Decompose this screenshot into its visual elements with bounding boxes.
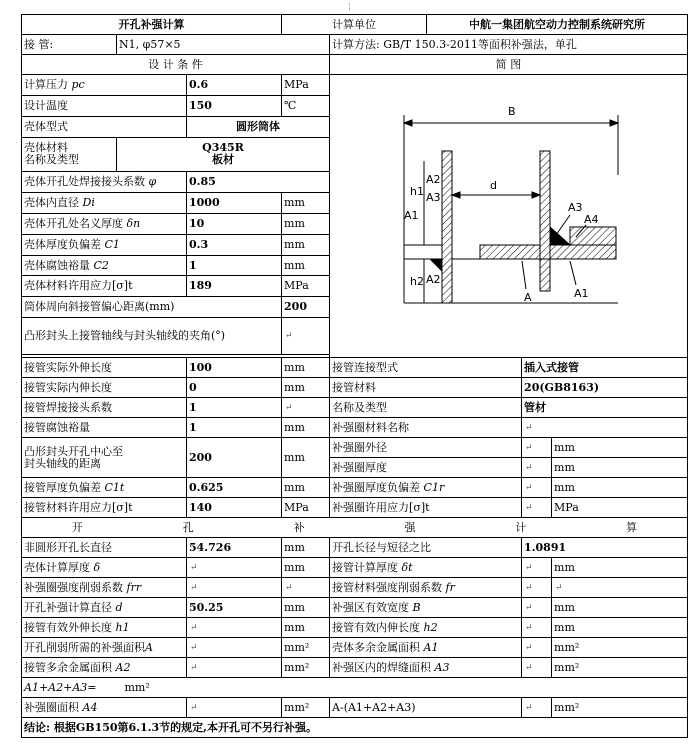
calc-pressure-value: 0.6 [187,75,282,96]
shell-neg-dev-label: 壳体厚度负偏差 C1 [22,234,187,255]
oblique-offset-value: 200 [282,297,330,318]
shell-corrosion-value: 1 [187,255,282,276]
leader-a [522,261,526,289]
shell-material-value: Q345R 板材 [117,137,330,171]
nozzle-spec: N1, φ57×5 [117,35,330,55]
shell-excess-label: 壳体多余金属面积 A1 [330,638,522,658]
shell-neg-dev-value: 0.3 [187,234,282,255]
nozzle-stress-label: 接管材料许用应力[σ]t [22,498,187,518]
shell-stress-label: 壳体材料许用应力[σ]t [22,276,187,297]
arrow-b-left [404,120,412,126]
arrow-d-right [532,192,540,198]
pad-area-label: 补强圈面积 A4 [22,698,187,718]
nozzle-out-len-label: 接管实际外伸长度 [22,358,187,378]
nozzle-excess-label: 接管多余金属面积 A2 [22,658,187,678]
conclusion: 结论: 根据GB150第6.1.3节的规定,本开孔可不另行补强。 [22,718,688,738]
nozzle-out-len-unit: mm [282,358,330,378]
convex-angle-value: ↵ [282,318,330,355]
label-a: A [524,291,532,304]
nozzle-corrosion-label: 接管腐蚀裕量 [22,418,187,438]
pad-thk-value: ↵ [522,458,552,478]
label-a3-left: A3 [426,191,441,204]
shell-calc-thk-value: ↵ [187,558,282,578]
nozzle-type-value: 管材 [522,398,688,418]
pad-stress-value: ↵ [522,498,552,518]
label-a4: A4 [584,213,599,226]
shell-nominal-thk-unit: mm [282,213,330,234]
reinforcement-sheet [21,14,687,738]
title-char: 强 [404,520,416,534]
label-a2-top: A2 [426,173,441,186]
nozzle-weld-coef-unit: ↵ [282,398,330,418]
shell-weld-coef-label: 壳体开孔处焊接接头系数 φ [22,172,187,193]
diff-value: ↵ [522,698,552,718]
shell-corrosion-label: 壳体腐蚀裕量 C2 [22,255,187,276]
ratio-label: 开孔长径与短径之比 [330,538,522,558]
in-eff-h-value: ↵ [522,618,552,638]
calc-table [21,14,688,738]
weld-left [430,259,442,271]
area-sum-row: A1+A2+A3= mm² [22,678,688,698]
design-temp-label: 设计温度 [22,95,187,116]
shell-nominal-thk-label: 壳体开孔处名义厚度 δn [22,213,187,234]
shell-inner-dia-unit: mm [282,192,330,213]
title-char: 开 [71,520,83,534]
center-dist-unit: mm [282,438,330,478]
arrow-d-left [452,192,460,198]
nozzle-weaken-value: ↵ [522,578,552,598]
nozzle-neg-dev-value: 0.625 [187,478,282,498]
diff-unit: mm² [552,698,688,718]
nozzle-in-len-unit: mm [282,378,330,398]
label-a3-right: A3 [568,201,583,214]
pad-thk-unit: mm [552,458,688,478]
noncirc-len-label: 非圆形开孔长直径 [22,538,187,558]
eff-width-value: ↵ [522,598,552,618]
in-eff-h-unit: mm [552,618,688,638]
shell-stress-unit: MPa [282,276,330,297]
title-char: 计 [515,520,527,534]
required-area-label: 开孔削弱所需的补强面积A [22,638,187,658]
nozzle-corrosion-unit: mm [282,418,330,438]
required-area-unit: mm² [282,638,330,658]
noncirc-len-unit: mm [282,538,330,558]
leader-a1 [570,261,576,285]
weld-area-value: ↵ [522,658,552,678]
nozzle-neg-dev-label: 接管厚度负偏差 C1t [22,478,187,498]
opening-dia-unit: mm [282,598,330,618]
pad-neg-dev-unit: mm [552,478,688,498]
oblique-offset-label: 筒体周向斜接管偏心距离(mm) [22,297,282,318]
nozzle-type-label: 名称及类型 [330,398,522,418]
unit-label: 计算单位 [282,15,427,35]
arrow-b-right [610,120,618,126]
nozzle-stress-value: 140 [187,498,282,518]
pad-area-unit: mm² [282,698,330,718]
center-dist-label: 凸形封头开孔中心至 封头轴线的距离 [22,438,187,478]
shell-plate-right [550,245,616,259]
shell-inner-dia-value: 1000 [187,192,282,213]
pad-weaken-label: 补强圈强度削弱系数 frr [22,578,187,598]
label-h2: h2 [410,275,425,288]
eff-width-unit: mm [552,598,688,618]
page-marker: ¦ [348,2,351,11]
nozzle-calc-thk-unit: mm [552,558,688,578]
design-temp-value: 150 [187,95,282,116]
nozzle-calc-thk-value: ↵ [522,558,552,578]
pad-thk-label: 补强圈厚度 [330,458,522,478]
label-b: B [508,105,516,118]
convex-angle-label: 凸形封头上接管轴线与封头轴线的夹角(°) [22,318,282,355]
diff-label: A-(A1+A2+A3) [330,698,522,718]
pad-weaken-value: ↵ [187,578,282,598]
nozzle-wall-left [442,151,452,303]
sketch-area [330,75,688,358]
shell-calc-thk-unit: mm [282,558,330,578]
label-d: d [490,179,498,192]
opening-calc-title-chars [22,522,687,534]
noncirc-len-value: 54.726 [187,538,282,558]
nozzle-weaken-unit: ↵ [552,578,688,598]
calc-pressure-label: 计算压力 pc [22,75,187,96]
pad-od-unit: mm [552,438,688,458]
shell-excess-value: ↵ [522,638,552,658]
out-eff-h-label: 接管有效外伸长度 h1 [22,618,187,638]
title-char: 算 [626,520,638,534]
pad-area-value: ↵ [187,698,282,718]
nozzle-calc-thk-label: 接管计算厚度 δt [330,558,522,578]
pad-weaken-unit: ↵ [282,578,330,598]
out-eff-h-value: ↵ [187,618,282,638]
shell-type-value: 圆形筒体 [187,116,330,137]
design-conditions-title: 设 计 条 件 [22,55,330,75]
opening-dia-value: 50.25 [187,598,282,618]
weld-area-unit: mm² [552,658,688,678]
pad-stress-label: 补强圈许用应力[σ]t [330,498,522,518]
shell-material-label: 壳体材料 名称及类型 [22,137,117,171]
label-h1: h1 [410,185,425,198]
required-area-value: ↵ [187,638,282,658]
nozzle-excess-value: ↵ [187,658,282,678]
pad-od-value: ↵ [522,438,552,458]
conn-type-label: 接管连接型式 [330,358,522,378]
label-a1-right: A1 [574,287,589,300]
leader-a3 [556,215,570,235]
nozzle-excess-unit: mm² [282,658,330,678]
ratio-value: 1.0891 [522,538,688,558]
nozzle-weld-coef-label: 接管焊接接头系数 [22,398,187,418]
nozzle-material-label: 接管材料 [330,378,522,398]
shell-corrosion-unit: mm [282,255,330,276]
organization: 中航一集团航空动力控制系统研究所 [427,15,688,35]
sketch-title: 简 图 [330,55,688,75]
title-char: 孔 [182,520,194,534]
pad-od-label: 补强圈外径 [330,438,522,458]
weld-area-label: 补强区内的焊缝面积 A3 [330,658,522,678]
shell-weld-coef-value: 0.85 [187,172,330,193]
nozzle-material-value: 20(GB8163) [522,378,688,398]
calc-pressure-unit: MPa [282,75,330,96]
shell-stress-value: 189 [187,276,282,297]
nozzle-neg-dev-unit: mm [282,478,330,498]
nozzle-in-len-value: 0 [187,378,282,398]
opening-calc-title [22,518,688,538]
shell-inner-dia-label: 壳体内直径 Di [22,192,187,213]
nozzle-sketch [330,75,688,357]
nozzle-in-len-label: 接管实际内伸长度 [22,378,187,398]
nozzle-weld-coef-value: 1 [187,398,282,418]
pad-material-value: ↵ [522,418,688,438]
nozzle-stress-unit: MPa [282,498,330,518]
sheet-title: 开孔补强计算 [22,15,282,35]
shell-type-label: 壳体型式 [22,116,187,137]
label-a1-left: A1 [404,209,419,222]
shell-plate-center [480,245,540,259]
eff-width-label: 补强区有效宽度 B [330,598,522,618]
label-a2-bottom: A2 [426,273,441,286]
title-char: 补 [293,520,305,534]
design-temp-unit: ℃ [282,95,330,116]
nozzle-weaken-label: 接管材料强度削弱系数 fr [330,578,522,598]
center-dist-value: 200 [187,438,282,478]
nozzle-wall-right [540,151,550,291]
pad-material-label: 补强圈材料名称 [330,418,522,438]
shell-calc-thk-label: 壳体计算厚度 δ [22,558,187,578]
nozzle-out-len-value: 100 [187,358,282,378]
nozzle-label: 接 管: [22,35,117,55]
opening-dia-label: 开孔补强计算直径 d [22,598,187,618]
out-eff-h-unit: mm [282,618,330,638]
pad-neg-dev-label: 补强圈厚度负偏差 C1r [330,478,522,498]
pad-stress-unit: MPa [552,498,688,518]
shell-excess-unit: mm² [552,638,688,658]
nozzle-corrosion-value: 1 [187,418,282,438]
in-eff-h-label: 接管有效内伸长度 h2 [330,618,522,638]
pad-neg-dev-value: ↵ [522,478,552,498]
shell-neg-dev-unit: mm [282,234,330,255]
conn-type-value: 插入式接管 [522,358,688,378]
shell-nominal-thk-value: 10 [187,213,282,234]
calc-method: 计算方法: GB/T 150.3-2011等面积补强法，单孔 [330,35,688,55]
